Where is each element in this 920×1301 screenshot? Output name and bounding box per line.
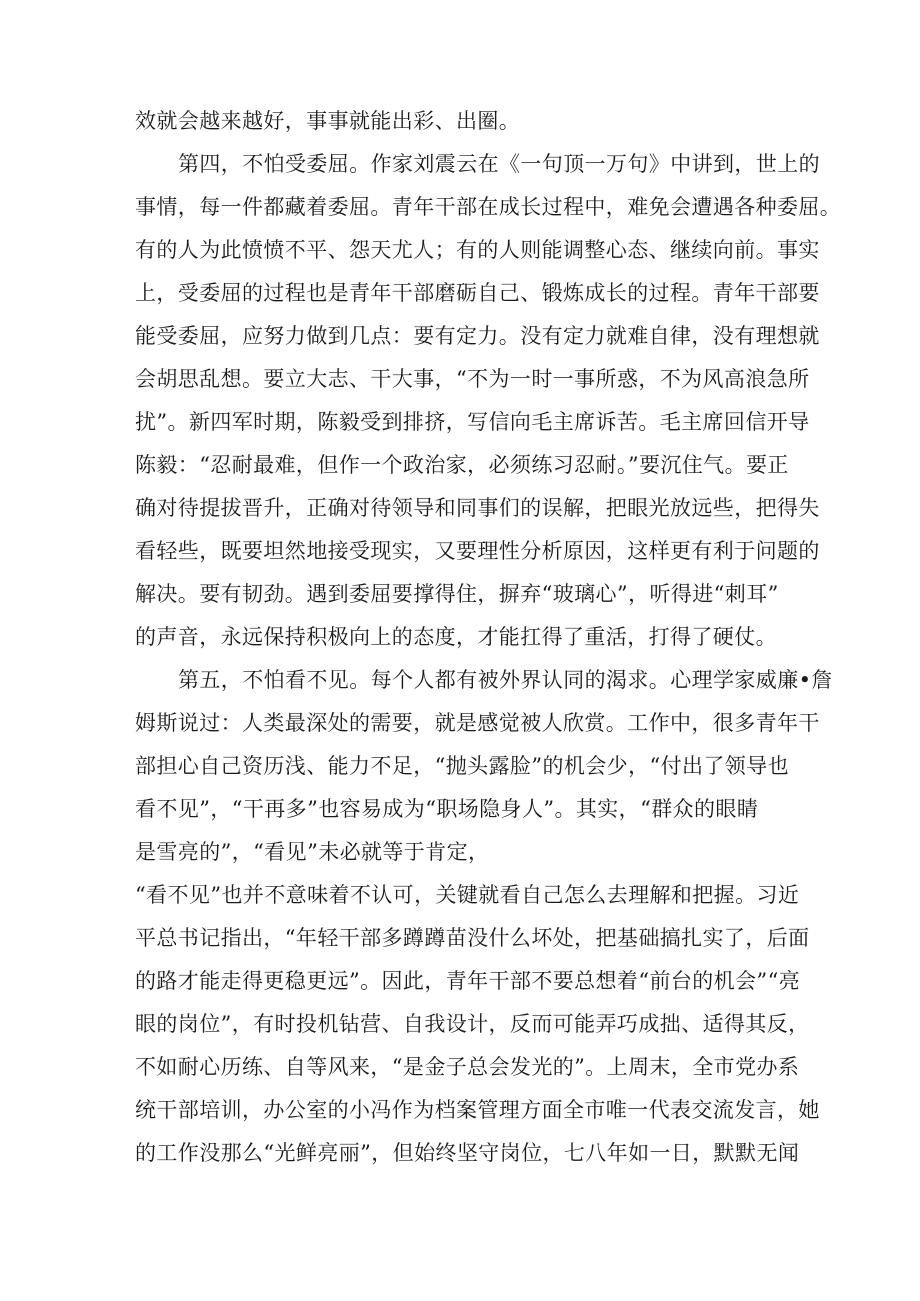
text-line: 的路才能走得更稳更远”。因此，青年干部不要总想着“前台的机会”“亮 bbox=[135, 969, 801, 993]
text-line: 姆斯说过：人类最深处的需要，就是感觉被人欣赏。工作中，很多青年干 bbox=[135, 711, 820, 735]
text-line: 是雪亮的”，“看见”未必就等于肯定， bbox=[135, 840, 490, 864]
text-line: 陈毅：“忍耐最难，但作一个政治家，必须练习忍耐。”要沉住气。要正 bbox=[135, 453, 789, 477]
text-line: 事情，每一件都藏着委屈。青年干部在成长过程中，难免会遭遇各种委屈。 bbox=[135, 195, 842, 219]
text-line: 部担心自己资历浅、能力不足，“抛头露脸”的机会少，“付出了领导也 bbox=[135, 754, 790, 778]
text-line: 不如耐心历练、自等风来，“是金子总会发光的”。上周末，全市党办系 bbox=[135, 1055, 800, 1079]
text-line: 统干部培训，办公室的小冯作为档案管理方面全市唯一代表交流发言，她 bbox=[135, 1098, 820, 1122]
text-line: 第五，不怕看不见。每个人都有被外界认同的渴求。心理学家威廉•詹 bbox=[178, 668, 833, 692]
text-line: 的工作没那么“光鲜亮丽”，但始终坚守岗位，七八年如一日，默默无闻 bbox=[135, 1141, 800, 1165]
text-line: 会胡思乱想。要立大志、干大事，“不为一时一事所惑，不为风高浪急所 bbox=[135, 367, 810, 391]
text-line: 效就会越来越好，事事就能出彩、出圈。 bbox=[135, 109, 521, 133]
text-line: 扰”。新四军时期，陈毅受到排挤，写信向毛主席诉苦。毛主席回信开导 bbox=[135, 410, 810, 434]
text-line: 看不见”，“干再多”也容易成为“职场隐身人”。其实，“群众的眼睛 bbox=[135, 797, 759, 821]
text-line: 平总书记指出，“年轻干部多蹲蹲苗没什么坏处，把基础搞扎实了，后面 bbox=[135, 926, 810, 950]
text-line: 眼的岗位”，有时投机钻营、自我设计，反而可能弄巧成拙、适得其反， bbox=[135, 1012, 810, 1036]
text-line: 第四，不怕受委屈。作家刘震云在《一句顶一万句》中讲到，世上的 bbox=[178, 152, 820, 176]
text-line: 确对待提拔晋升，正确对待领导和同事们的误解，把眼光放远些，把得失 bbox=[135, 496, 820, 520]
text-line: 上，受委屈的过程也是青年干部磨砺自己、锻炼成长的过程。青年干部要 bbox=[135, 281, 820, 305]
text-line: 看轻些，既要坦然地接受现实，又要理性分析原因，这样更有利于问题的 bbox=[135, 539, 820, 563]
text-line: 解决。要有韧劲。遇到委屈要撑得住，摒弃“玻璃心”，听得进“刺耳” bbox=[135, 582, 779, 606]
text-line: 的声音，永远保持积极向上的态度，才能扛得了重活，打得了硬仗。 bbox=[135, 625, 777, 649]
text-line: “看不见”也并不意味着不认可，关键就看自己怎么去理解和把握。习近 bbox=[135, 883, 800, 907]
text-line: 有的人为此愤愤不平、怨天尤人；有的人则能调整心态、继续向前。事实 bbox=[135, 238, 820, 262]
text-line: 能受委屈，应努力做到几点：要有定力。没有定力就难自律，没有理想就 bbox=[135, 324, 820, 348]
